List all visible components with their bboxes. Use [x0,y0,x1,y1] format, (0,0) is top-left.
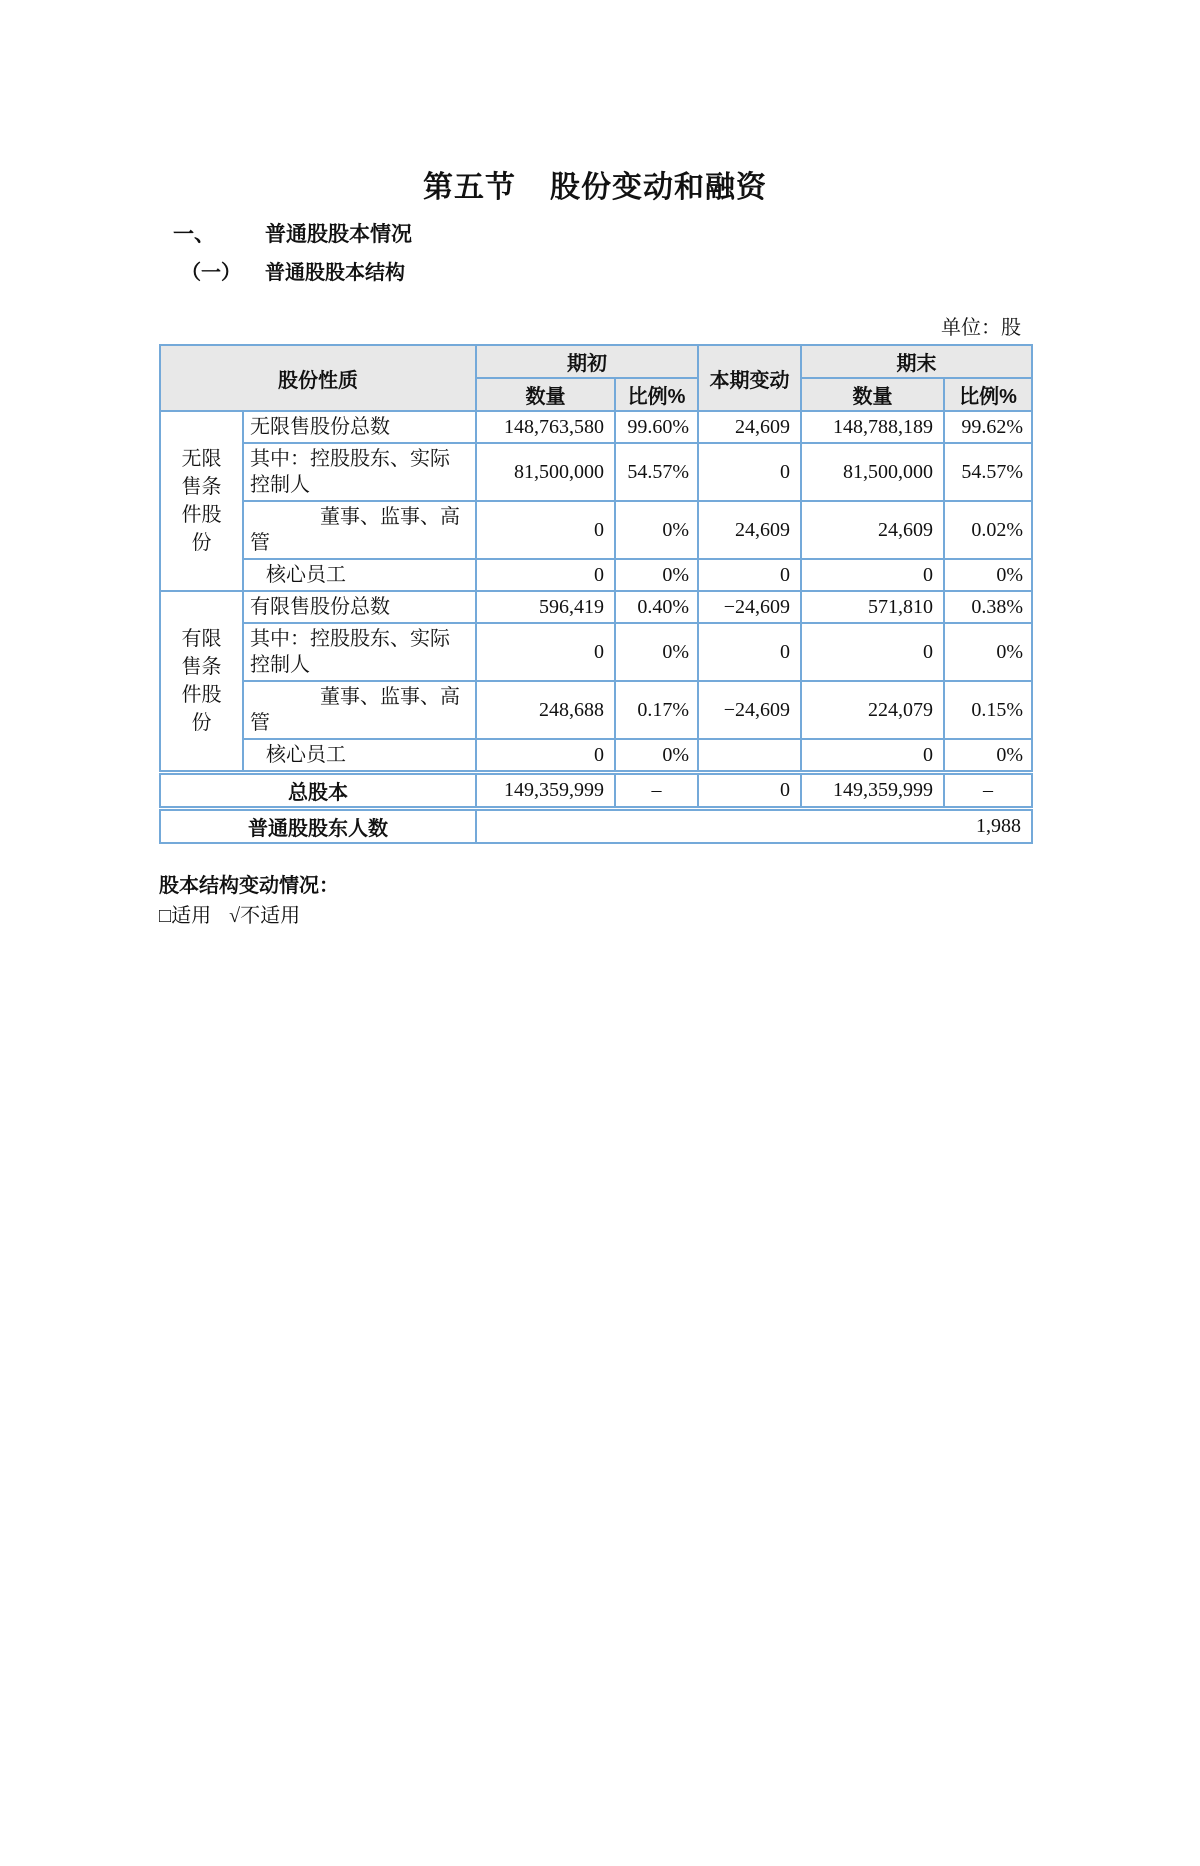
end-quantity: 81,500,000 [801,443,944,501]
row-label: 董事、监事、高管 [243,681,476,739]
end-quantity: 0 [801,739,944,773]
begin-ratio: 99.60% [615,411,698,443]
begin-quantity: 596,419 [476,591,615,623]
row-label: 其中：控股股东、实际控制人 [243,623,476,681]
end-quantity: 0 [801,559,944,591]
group-label-restricted: 有限售条件股份 [160,591,243,773]
row-label: 核心员工 [243,739,476,773]
end-ratio: 0% [944,559,1032,591]
total-label: 总股本 [160,773,476,809]
change-value: −24,609 [698,591,801,623]
end-ratio: 0.15% [944,681,1032,739]
page-title [159,170,1031,206]
section-number: 第五节 [423,171,516,204]
section-title: 股份变动和融资 [550,171,767,204]
table-row [160,739,1032,773]
header-row-1 [160,345,1032,378]
begin-ratio: 0% [615,739,698,773]
begin-ratio: 0.40% [615,591,698,623]
heading-2 [159,261,1031,286]
begin-quantity: 0 [476,501,615,559]
header-ending: 期末 [801,345,1032,378]
share-structure-table [159,344,1033,844]
change-value: 24,609 [698,411,801,443]
end-ratio: 99.62% [944,411,1032,443]
end-quantity: 148,788,189 [801,411,944,443]
not-applicable-option: √不适用 [229,905,301,927]
begin-quantity: 81,500,000 [476,443,615,501]
begin-quantity: 0 [476,623,615,681]
heading-1-text: 普通股股本情况 [265,223,412,246]
begin-ratio: 0% [615,623,698,681]
heading-2-ordinal: （一） [181,262,241,284]
group-label-unrestricted: 无限售条件股份 [160,411,243,591]
holders-row [160,809,1032,844]
end-ratio: 0.38% [944,591,1032,623]
table-row [160,559,1032,591]
table-row [160,443,1032,501]
row-label: 其中：控股股东、实际控制人 [243,443,476,501]
begin-quantity: 0 [476,739,615,773]
header-begin-ratio: 比例% [615,378,698,411]
end-quantity: 149,359,999 [801,773,944,809]
header-beginning: 期初 [476,345,698,378]
table-row [160,501,1032,559]
end-ratio: – [944,773,1032,809]
table-row [160,681,1032,739]
begin-quantity: 149,359,999 [476,773,615,809]
begin-ratio: – [615,773,698,809]
begin-quantity: 0 [476,559,615,591]
begin-ratio: 0.17% [615,681,698,739]
header-current-change: 本期变动 [698,345,801,411]
document-page [159,170,1031,929]
row-label: 董事、监事、高管 [243,501,476,559]
change-value [698,739,801,773]
change-value: −24,609 [698,681,801,739]
table-row [160,591,1032,623]
header-end-ratio: 比例% [944,378,1032,411]
end-ratio: 0.02% [944,501,1032,559]
begin-ratio: 54.57% [615,443,698,501]
unit-note: 单位：股 [941,317,1021,339]
end-ratio: 54.57% [944,443,1032,501]
holders-count: 1,988 [476,809,1032,844]
row-label: 有限售股份总数 [243,591,476,623]
table-row [160,411,1032,443]
applicable-option: □适用 [159,905,212,927]
change-value: 0 [698,443,801,501]
row-label: 核心员工 [243,559,476,591]
end-ratio: 0% [944,623,1032,681]
end-quantity: 24,609 [801,501,944,559]
end-ratio: 0% [944,739,1032,773]
change-value: 0 [698,623,801,681]
change-value: 0 [698,559,801,591]
header-end-quantity: 数量 [801,378,944,411]
footnote-heading: 股本结构变动情况： [159,875,339,897]
change-value: 0 [698,773,801,809]
row-label: 无限售股份总数 [243,411,476,443]
heading-1 [159,222,1031,248]
end-quantity: 571,810 [801,591,944,623]
heading-1-ordinal: 一、 [173,223,215,246]
end-quantity: 0 [801,623,944,681]
header-begin-quantity: 数量 [476,378,615,411]
table-row [160,623,1032,681]
begin-ratio: 0% [615,501,698,559]
begin-quantity: 248,688 [476,681,615,739]
begin-quantity: 148,763,580 [476,411,615,443]
begin-ratio: 0% [615,559,698,591]
end-quantity: 224,079 [801,681,944,739]
header-share-nature: 股份性质 [160,345,476,411]
applicability-options [159,904,1031,929]
total-row [160,773,1032,809]
holders-label: 普通股股东人数 [160,809,476,844]
change-value: 24,609 [698,501,801,559]
heading-2-text: 普通股股本结构 [265,262,405,284]
